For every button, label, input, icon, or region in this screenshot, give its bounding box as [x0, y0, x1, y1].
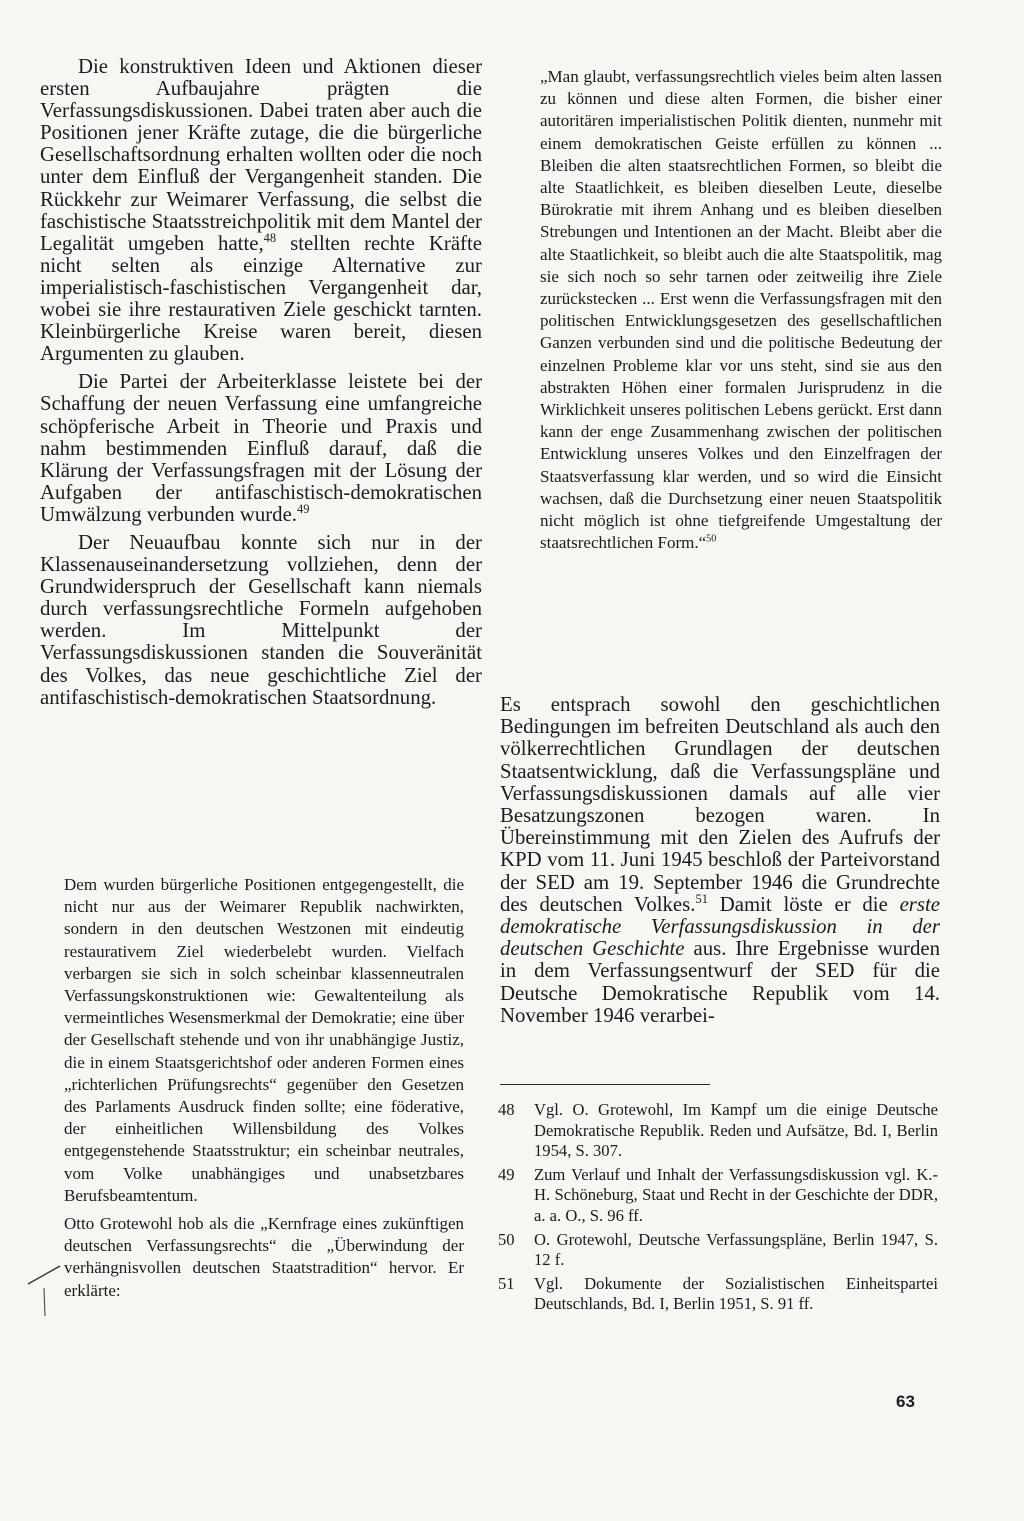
footnote-divider [500, 1084, 710, 1085]
left-column [40, 56, 482, 709]
page-number: 63 [896, 1392, 915, 1411]
paragraph-constructive-ideas [40, 56, 482, 365]
paragraph-text-mid: Damit löste er die [707, 892, 900, 916]
footnote-ref-49[interactable]: 49 [297, 501, 310, 516]
footnote-text: O. Grotewohl, Deutsche Verfassungspläne, Berlin 1947, S. 12 f. [534, 1229, 938, 1270]
footnote-48 [498, 1100, 938, 1162]
footnote-text: Vgl. Dokumente der Sozialistischen Einheitspartei Deutschlands, Bd. I, Berlin 1951, S. 91 ff. [534, 1273, 938, 1314]
pencil-margin-mark-icon [24, 1262, 64, 1322]
paragraph-reconstruction: Der Neuaufbau konnte sich nur in der Klassenauseinandersetzung vollziehen, denn der Grundwiderspruch der Gesellschaft kann niemals durch verfassungsrechtliche Formeln aufgehoben werden. Im Mittelpunkt der Verfassungsdiskussionen standen die Souveränität des Volkes, das neue geschichtliche Ziel der antifaschistisch-demokratischen Staatsordnung. [40, 530, 482, 709]
paragraph-constitution-plans [500, 694, 940, 1027]
paragraph-text: Es entsprach sowohl den geschichtlichen Bedingungen im befreiten Deutschland als auch den völkerrechtlichen Grundlagen der deutschen Staatsentwicklung, daß die Verfassungspläne und Verfassungsdiskussionen damals auf alle vier Besatzungszonen bezogen waren. In Übereinstimmung mit den Zielen des Aufrufs der KPD vom 11. Juni 1945 beschloß der Parteivorstand der SED am 19. September 1946 die Grundrechte des deutschen Volkes. [500, 693, 940, 916]
footnote-ref-51[interactable]: 51 [695, 891, 708, 906]
footnote-number: 50 [498, 1229, 515, 1249]
footnote-50 [498, 1230, 938, 1271]
footnote-number: 51 [498, 1273, 515, 1293]
paragraph-workers-party [40, 371, 482, 526]
grotewohl-quote [540, 66, 942, 554]
footnote-ref-48[interactable]: 48 [263, 230, 277, 245]
italic-emphasis: erste demokratische Verfassungsdiskussion in der deutschen Geschichte [500, 892, 940, 961]
footnote-51 [498, 1274, 938, 1315]
footnote-text: Zum Verlauf und Inhalt der Verfassungsdiskussion vgl. K.-H. Schöneburg, Staat und Recht in der Geschichte der DDR, a. a. O., S. 96 ff. [534, 1164, 938, 1225]
paragraph-text-end: aus. Ihre Ergebnisse wurden in dem Verfassungsentwurf der SED für die Deutsche Demokratische Republik vom 14. November 1946 verarbei- [500, 937, 940, 1027]
small-print-block [64, 874, 464, 1302]
footnote-text: Vgl. O. Grotewohl, Im Kampf um die einige Deutsche Demokratische Republik. Reden und Aufsätze, Bd. I, Berlin 1954, S. 307. [534, 1100, 938, 1161]
footnote-ref-50[interactable]: 50 [706, 533, 717, 545]
small-paragraph-grotewohl: Otto Grotewohl hob als die „Kernfrage eines zukünftigen deutschen Verfassungsrechts“ die „Überwindung der verhängnisvollen deutschen Staatstradition“ hervor. Er erklärte: [64, 1214, 464, 1300]
footnote-number: 49 [498, 1164, 515, 1184]
paragraph-text: Die Partei der Arbeiterklasse leistete bei der Schaffung der neuen Verfassung eine umfangreiche schöpferische Arbeit in Theorie und Praxis und nahm bestimmenden Einfluß darauf, daß die Klärung der Verfassungsfragen mit der Lösung der Aufgaben der antifaschistisch-demokratischen Umwälzung verbunden wurde. [40, 370, 482, 526]
paragraph-text-continued: stellten rechte Kräfte nicht selten als einzige Alternative zur imperialistisch-faschistischen Vergangenheit dar, wobei sie ihre restaurativen Ziele geschickt tarnten. Kleinbürgerliche Kreise waren bereit, diesen Argumenten zu glauben. [40, 231, 482, 366]
footnotes-list [498, 1100, 938, 1318]
footnote-49 [498, 1165, 938, 1227]
footnote-number: 48 [498, 1100, 515, 1119]
small-paragraph-bourgeois-positions: Dem wurden bürgerliche Positionen entgegengestellt, die nicht nur aus der Weimarer Republik nachwirkten, sondern in den deutschen Westzonen mit eindeutig restaurativem Ziel wiederbelebt wurden. Vielfach verbargen sie sich in solch scheinbar klassenneutralen Verfassungskonstruktionen wie: Gewaltenteilung als vermeintliches Wesensmerkmal der Demokratie; eine über der Gesellschaft stehende und von ihr unabhängige Justiz, die in einem Staatsgerichtshof oder anderen Formen eines „richterlichen Prüfungsrechts“ gegenüber den Gesetzen des Parlaments Ausdruck finden sollte; eine föderative, der einheitlichen Willensbildung des Volkes entgegenstehende Staatsstruktur; ein scheinbar neutrales, vom Volke unabhängiges und unabsetzbares Berufsbeamtentum. [64, 875, 464, 1205]
paragraph-text: Die konstruktiven Ideen und Aktionen dieser ersten Aufbaujahre prägten die Verfassungsdiskussionen. Dabei traten aber auch die Positionen jener Kräfte zutage, die die bürgerliche Gesellschaftsordnung erhalten wollten oder die noch unter dem Einfluß der Vergangenheit standen. Die Rückkehr zur Weimarer Verfassung, die selbst die faschistische Staatsstreichpolitik mit dem Mantel der Legalität umgeben hatte, [40, 55, 482, 255]
quote-text: „Man glaubt, verfassungsrechtlich vieles beim alten lassen zu können und diese alten Formen, die bisher einer autoritären imperialistischen Politik dienten, nunmehr mit einem demokratischen Geiste erfüllen zu können ... Bleiben die alten staatsrechtlichen Formen, so bleibt die alte Staatlichkeit, es bleiben dieselben Leute, dieselbe Bürokratie mit ihrem Anhang und es bleiben dieselben Strebungen und Intentionen an der Macht. Bleibt aber die alte Staatlichkeit, so bleibt auch die alte Staatspolitik, mag sie sich noch so sehr tarnen oder zeitweilig ihre Ziele zurückstecken ... Erst wenn die Verfassungsfragen mit den politischen Entwicklungsgesetzen des gesellschaftlichen Ganzen verbunden sind und die politische Bedeutung der einzelnen Probleme klar vor uns steht, sind sie aus den abstrakten Höhen einer formalen Jurisprudenz in die Wirklichkeit unseres politischen Lebens gerückt. Erst dann kann der enge Zusammenhang zwischen der politischen Entwicklung unseres Volkes und den Einzelfragen der Staatsverfassung klar werden, und so wird die Einsicht wachsen, daß die Durchsetzung einer neuen Staatspolitik nicht möglich ist ohne tiefgreifende Umgestaltung der staatsrechtlichen Form.“ [540, 67, 942, 553]
